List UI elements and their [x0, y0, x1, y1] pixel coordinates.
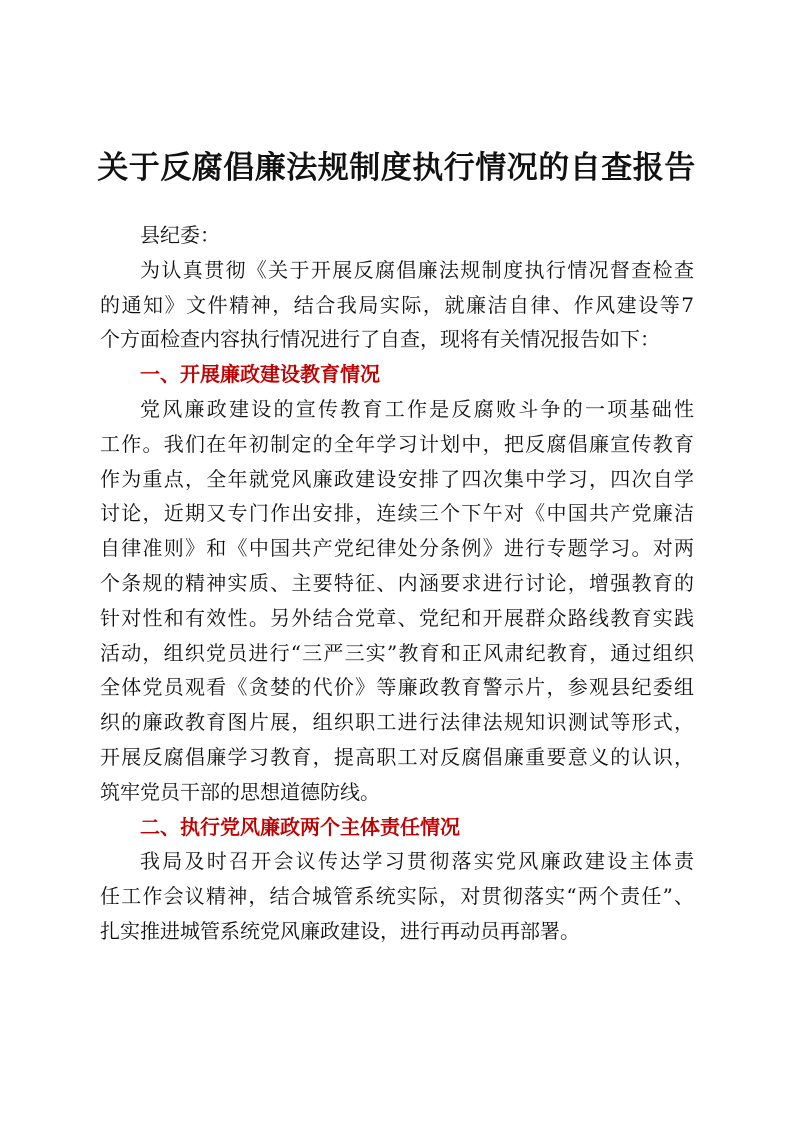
paragraph-line: 筑牢党员干部的思想道德防线。 — [100, 779, 380, 804]
paragraph-line: 针对性和有效性。另外结合党章、党纪和开展群众路线教育实践 — [100, 605, 694, 630]
paragraph-line: 工作。我们在年初制定的全年学习计划中，把反腐倡廉宣传教育 — [100, 431, 694, 456]
paragraph-line: 作为重点，全年就党风廉政建设安排了四次集中学习，四次自学 — [100, 466, 694, 491]
document-title: 关于反腐倡廉法规制度执行情况的自查报告 — [97, 150, 696, 186]
salutation-text: 县纪委： — [140, 223, 220, 247]
intro-line: 为认真贯彻《关于开展反腐倡廉法规制度执行情况督查检查 — [140, 257, 694, 282]
salutation — [100, 218, 694, 253]
paragraph-line: 织的廉政教育图片展，组织职工进行法律法规知识测试等形式， — [100, 710, 694, 735]
paragraph-line: 讨论，近期又专门作出安排，连续三个下午对《中国共产党廉洁 — [100, 501, 694, 526]
intro-line: 个方面检查内容执行情况进行了自查，现将有关情况报告如下： — [100, 327, 660, 352]
paragraph-line: 全体党员观看《贪婪的代价》等廉政教育警示片，参观县纪委组 — [100, 675, 694, 700]
paragraph-line: 开展反腐倡廉学习教育，提高职工对反腐倡廉重要意义的认识， — [100, 744, 694, 769]
section1-paragraph — [100, 392, 694, 810]
section-heading-1: 一、开展廉政建设教育情况 — [140, 362, 380, 387]
intro-line: 的通知》文件精神，结合我局实际，就廉洁自律、作风建设等7 — [100, 292, 694, 317]
section2-paragraph — [100, 844, 694, 948]
paragraph-line: 扎实推进城管系统党风廉政建设，进行再动员再部署。 — [100, 918, 580, 943]
paragraph-line: 自律准则》和《中国共产党纪律处分条例》进行专题学习。对两 — [100, 536, 694, 561]
paragraph-line: 个条规的精神实质、主要特征、内涵要求进行讨论，增强教育的 — [100, 570, 694, 595]
section-heading-2: 二、执行党风廉政两个主体责任情况 — [140, 814, 460, 839]
paragraph-line: 党风廉政建设的宣传教育工作是反腐败斗争的一项基础性 — [140, 396, 694, 421]
paragraph-line: 活动，组织党员进行“三严三实”教育和正风肃纪教育，通过组织 — [100, 640, 694, 665]
intro-paragraph — [100, 253, 694, 357]
paragraph-line: 任工作会议精神，结合城管系统实际，对贯彻落实“两个责任”、 — [100, 884, 694, 909]
paragraph-line: 我局及时召开会议传达学习贯彻落实党风廉政建设主体责 — [140, 849, 694, 874]
document-body — [100, 218, 694, 949]
